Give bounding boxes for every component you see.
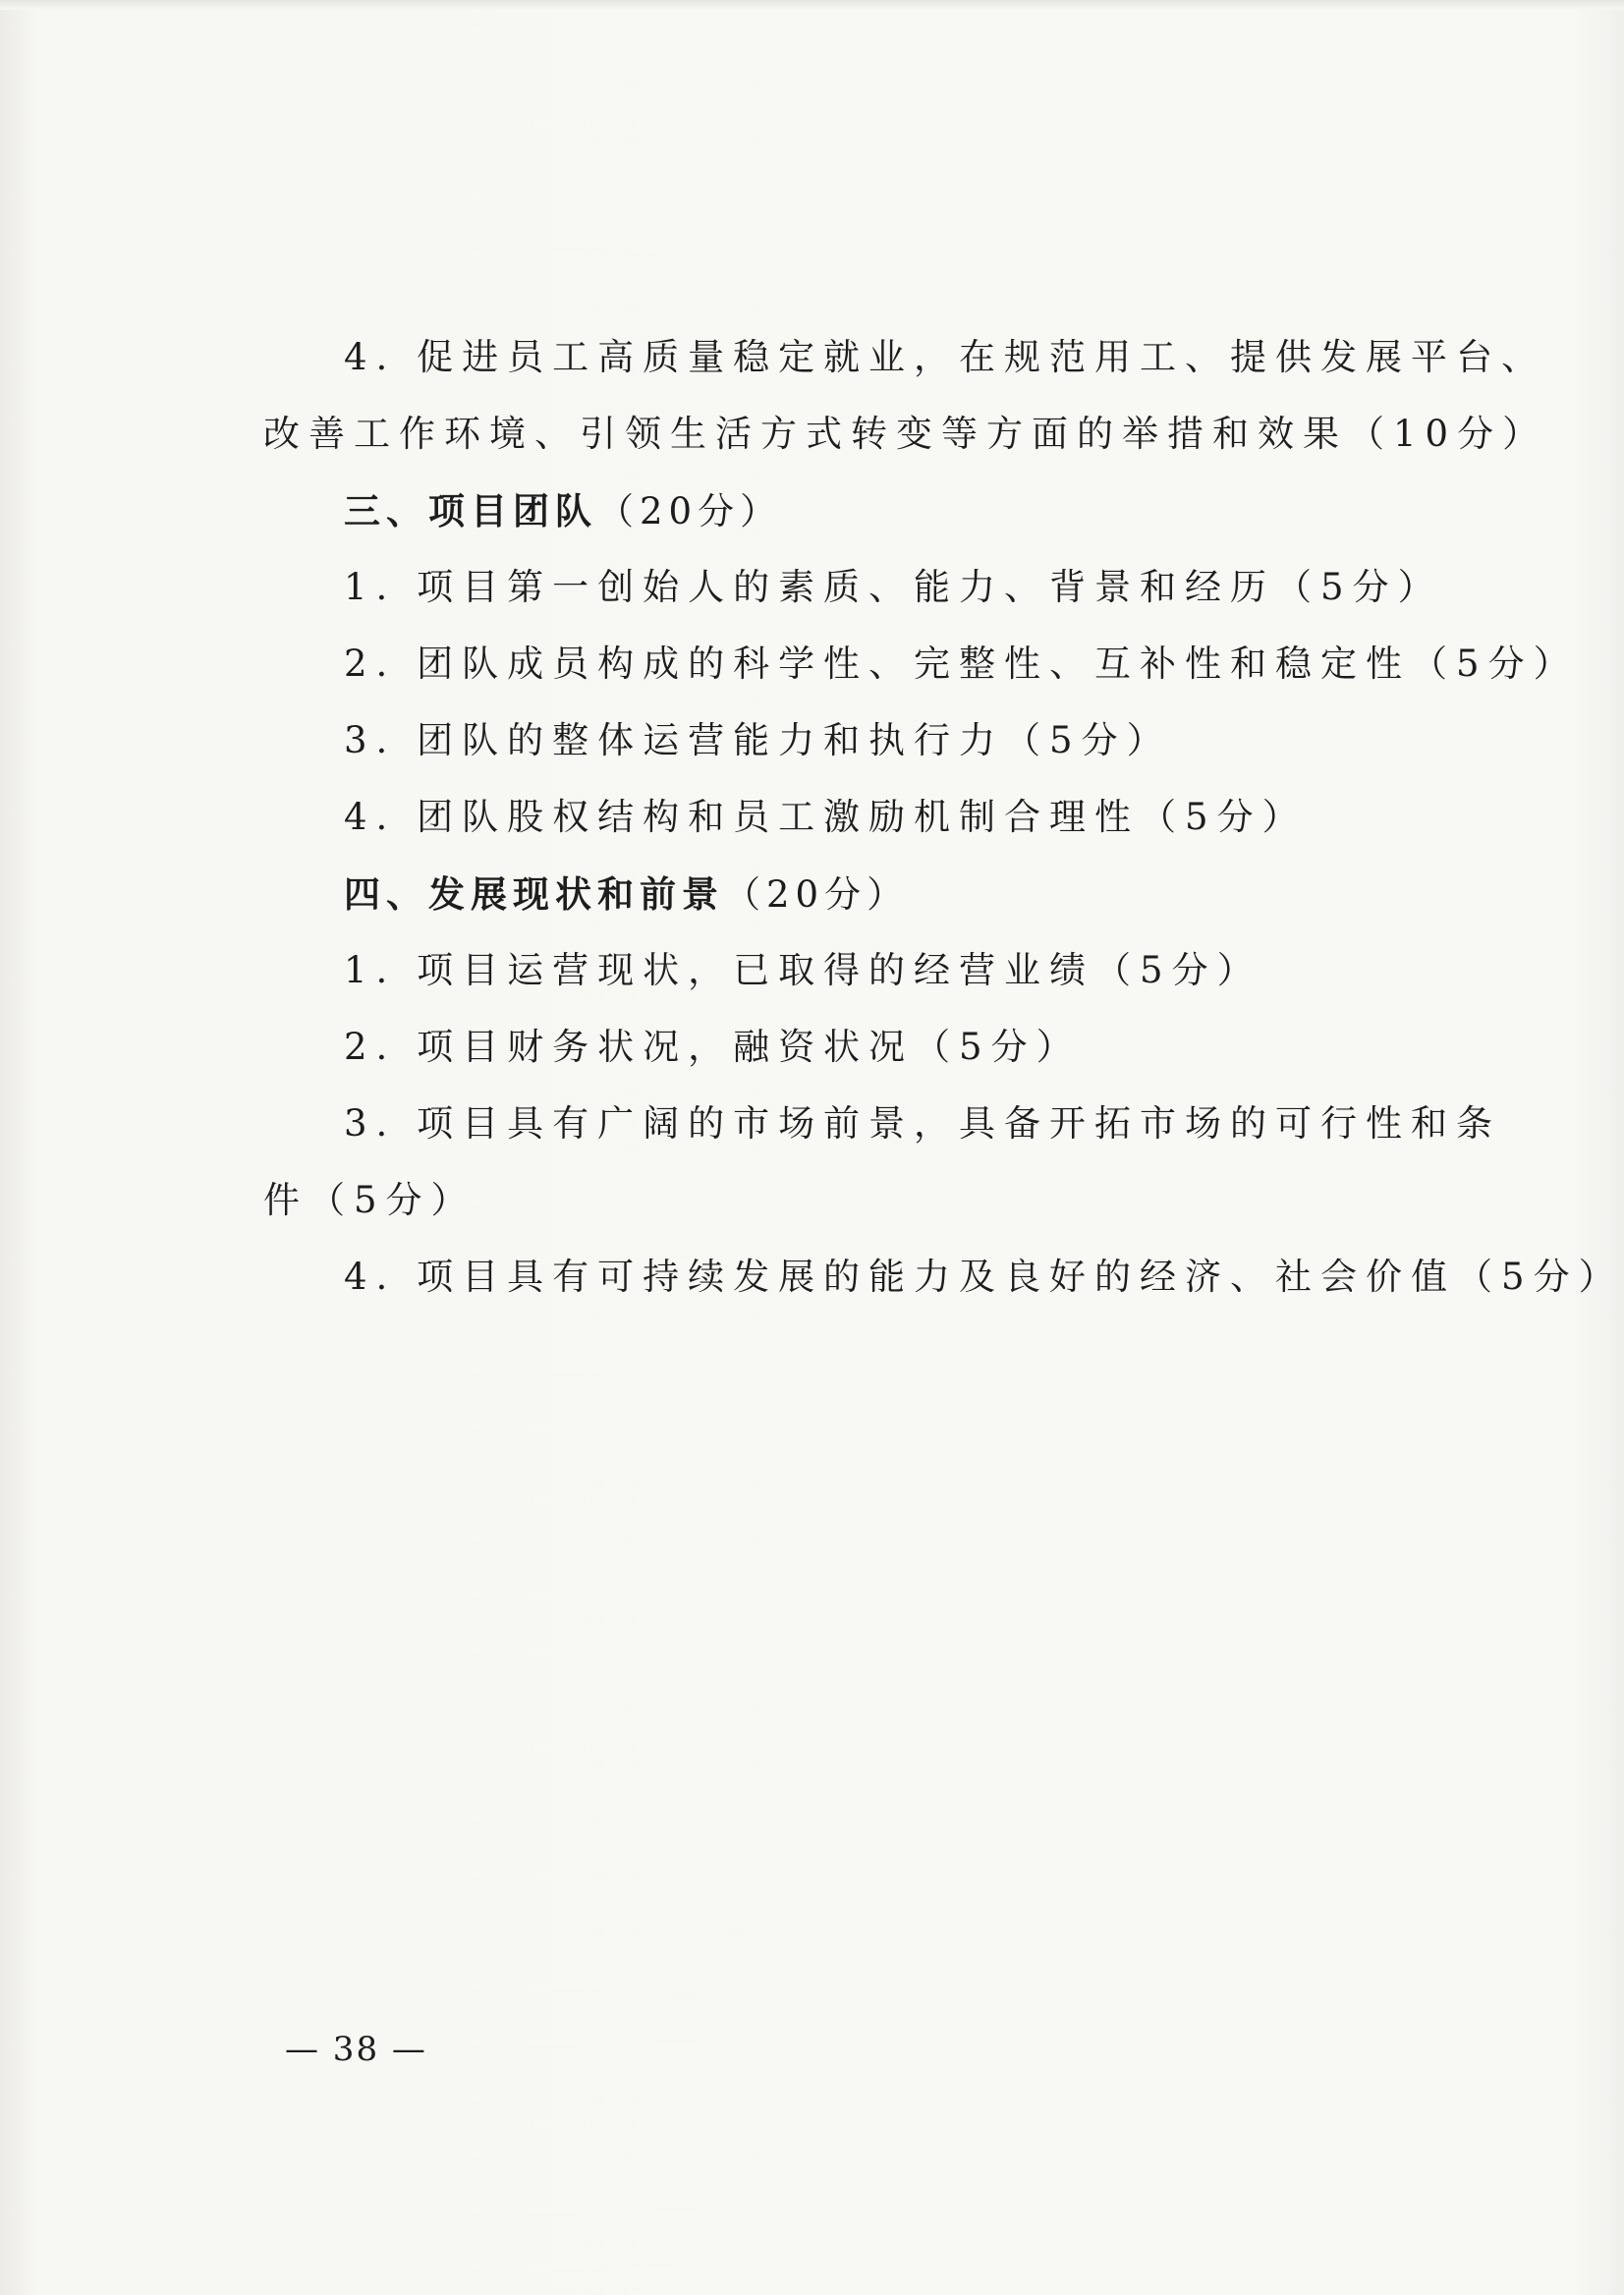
team-item-3: 3. 团队的整体运营能力和执行力（5分） xyxy=(344,719,1172,761)
team-item-4: 4. 团队股权结构和员工激励机制合理性（5分） xyxy=(344,796,1308,838)
section-heading-development-title: 四、发展现状和前景 xyxy=(344,872,724,916)
section-heading-team-title: 三、项目团队 xyxy=(344,489,597,532)
development-item-4: 4. 项目具有可持续发展的能力及良好的经济、社会价值（5分） xyxy=(344,1256,1624,1298)
section-heading-team xyxy=(344,487,782,535)
paragraph-line-1: 4. 促进员工高质量稳定就业，在规范用工、提供发展平台、 xyxy=(344,336,1547,378)
paragraph-line-2: 改善工作环境、引领生活方式转变等方面的举措和效果（10分） xyxy=(263,413,1548,455)
development-item-1: 1. 项目运营现状，已取得的经营业绩（5分） xyxy=(344,949,1262,991)
section-heading-team-score: （20分） xyxy=(597,490,783,532)
development-item-3: 3. 项目具有广阔的市场前景，具备开拓市场的可行性和条 xyxy=(344,1102,1502,1145)
development-item-3-continued: 件（5分） xyxy=(263,1179,476,1221)
section-heading-development xyxy=(344,870,909,919)
team-item-1: 1. 项目第一创始人的素质、能力、背景和经历（5分） xyxy=(344,566,1443,608)
section-heading-development-score: （20分） xyxy=(724,873,910,916)
team-item-2: 2. 团队成员构成的科学性、完整性、互补性和稳定性（5分） xyxy=(344,643,1579,685)
scan-edge xyxy=(0,0,1624,10)
development-item-2: 2. 项目财务状况，融资状况（5分） xyxy=(344,1026,1082,1068)
page-number: — 38 — xyxy=(285,2030,427,2069)
